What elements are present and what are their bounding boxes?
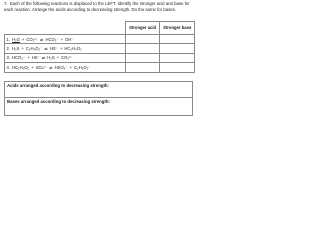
plus-sign: + bbox=[60, 36, 64, 42]
stronger-acid-cell[interactable] bbox=[125, 35, 160, 44]
table-header-row bbox=[5, 22, 195, 35]
plus-sign: + bbox=[69, 64, 73, 70]
stronger-acid-cell[interactable] bbox=[125, 53, 160, 62]
reactant-1: H₂O bbox=[12, 36, 20, 42]
product-2: CO₃²⁻ bbox=[61, 55, 73, 61]
bases-ranking-box[interactable] bbox=[4, 98, 193, 116]
product-1: HSO₄⁻ bbox=[54, 64, 68, 70]
stronger-acid-cell[interactable] bbox=[125, 44, 160, 53]
question-number: 7. bbox=[4, 1, 8, 6]
stronger-base-cell[interactable] bbox=[160, 63, 195, 72]
equilibrium-arrow: ⇌ bbox=[41, 55, 46, 61]
plus-sign: + bbox=[21, 36, 25, 42]
plus-sign: + bbox=[59, 46, 63, 52]
reactions-table bbox=[4, 21, 195, 73]
stronger-acid-cell[interactable] bbox=[125, 63, 160, 72]
reaction-equation bbox=[5, 63, 126, 72]
header-blank bbox=[5, 22, 126, 35]
reactant-1: H₂S bbox=[12, 46, 20, 52]
reaction-number: 3. bbox=[6, 55, 10, 61]
reaction-number: 4. bbox=[6, 64, 10, 70]
equilibrium-arrow: ⇌ bbox=[49, 64, 53, 70]
header-stronger-acid: Stronger acid bbox=[125, 22, 160, 35]
reaction-equation bbox=[5, 35, 126, 44]
plus-sign: + bbox=[27, 55, 30, 61]
product-2: OH⁻ bbox=[65, 36, 74, 42]
table-row bbox=[5, 35, 195, 44]
acids-ranking-box[interactable] bbox=[4, 81, 193, 98]
product-2: C₂H₃O₂⁻ bbox=[74, 64, 91, 70]
product-1: HS⁻ bbox=[49, 46, 58, 52]
table-row bbox=[5, 53, 195, 62]
reaction-number: 1. bbox=[6, 36, 10, 42]
question-body: Each of the following reactions is displaced to the LEFT. Identify the stronger acid and base for each reaction. Arrange the acids according to decreasing strength. Do the same for bases. bbox=[4, 1, 190, 12]
table-row bbox=[5, 44, 195, 53]
stronger-base-cell[interactable] bbox=[160, 44, 195, 53]
plus-sign: + bbox=[56, 55, 60, 61]
stronger-base-cell[interactable] bbox=[160, 35, 195, 44]
reactant-2: HS⁻ bbox=[31, 55, 40, 61]
reaction-number: 2. bbox=[6, 46, 10, 52]
product-1: HCO₃⁻ bbox=[45, 36, 59, 42]
plus-sign: + bbox=[31, 64, 34, 70]
header-stronger-base: Stronger base bbox=[160, 22, 195, 35]
product-1: H₂S bbox=[47, 55, 55, 61]
table-row bbox=[5, 63, 195, 72]
question-text bbox=[4, 1, 192, 12]
equilibrium-arrow: ⇌ bbox=[39, 36, 44, 42]
reactant-2: CO₃²⁻ bbox=[26, 36, 38, 42]
reactant-2: C₂H₃O₂⁻ bbox=[25, 46, 43, 52]
bases-ranking-label: Bases arranged according to decreasing strength: bbox=[7, 99, 110, 104]
stronger-base-cell[interactable] bbox=[160, 53, 195, 62]
reactant-1: HCO₃⁻ bbox=[12, 55, 26, 61]
equilibrium-arrow: ⇌ bbox=[44, 46, 48, 52]
reactant-1: HC₂H₃O₂ bbox=[12, 64, 30, 70]
product-2: HC₂H₃O₂ bbox=[64, 46, 82, 52]
plus-sign: + bbox=[21, 46, 24, 52]
reactant-2: SO₄²⁻ bbox=[35, 64, 48, 70]
acids-ranking-label: Acids arranged according to decreasing strength: bbox=[7, 83, 109, 88]
reaction-equation bbox=[5, 53, 126, 62]
reaction-equation bbox=[5, 44, 126, 53]
